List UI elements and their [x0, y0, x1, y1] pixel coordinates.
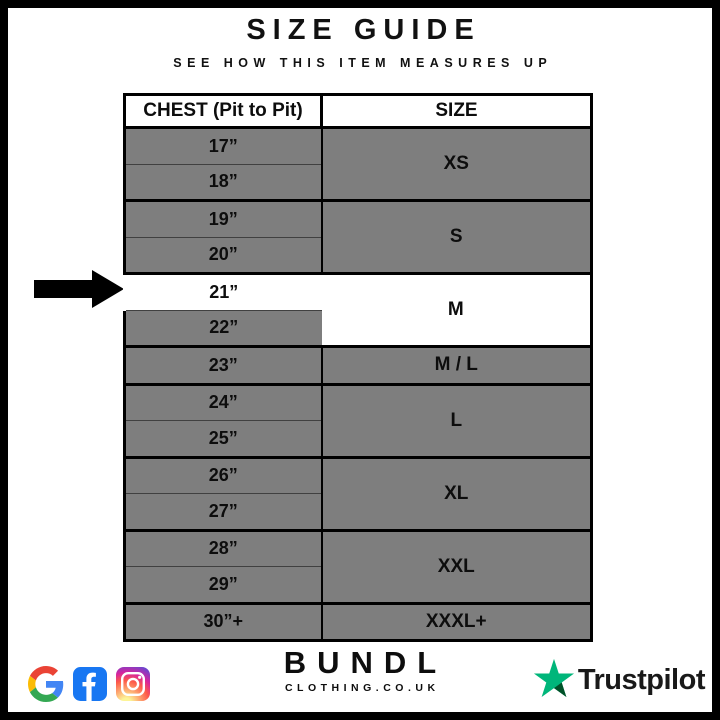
table-row: [125, 457, 592, 494]
column-header-chest: CHEST (Pit to Pit): [125, 95, 322, 128]
size-cell: XXXL+: [322, 603, 592, 641]
table-row: [125, 384, 592, 421]
table-row: [125, 603, 592, 641]
size-cell: XXL: [322, 530, 592, 603]
table-row-highlighted: [125, 274, 592, 311]
size-cell: L: [322, 384, 592, 457]
brand-subtitle: CLOTHING.CO.UK: [284, 682, 440, 694]
size-cell-highlighted: M: [322, 274, 592, 347]
chest-cell: 28”: [125, 530, 322, 567]
chest-cell: 22”: [125, 310, 322, 347]
trustpilot-label: Trustpilot: [577, 663, 705, 696]
pointer-arrow-icon: [33, 269, 125, 309]
size-cell: XL: [322, 457, 592, 530]
chest-cell: 20”: [125, 237, 322, 274]
trustpilot-star-icon: [532, 658, 576, 702]
chest-cell: 19”: [125, 201, 322, 238]
chest-cell: 18”: [125, 164, 322, 201]
size-guide-table: [123, 93, 593, 642]
table-row: [125, 530, 592, 567]
size-cell: M / L: [322, 347, 592, 385]
brand-name: BUNDL: [283, 645, 448, 680]
table-row: [125, 128, 592, 165]
size-cell: S: [322, 201, 592, 274]
page-subtitle: SEE HOW THIS ITEM MEASURES UP: [173, 56, 553, 70]
column-header-size: SIZE: [322, 95, 592, 128]
chest-cell: 24”: [125, 384, 322, 421]
table-row: [125, 201, 592, 238]
size-cell: XS: [322, 128, 592, 201]
chest-cell: 27”: [125, 494, 322, 531]
chest-cell: 30”+: [125, 603, 322, 641]
trustpilot-logo: [532, 658, 705, 702]
chest-cell: 17”: [125, 128, 322, 165]
table-row: [125, 347, 592, 385]
chest-cell: 23”: [125, 347, 322, 385]
page-title: SIZE GUIDE: [246, 14, 481, 46]
chest-cell-highlighted: 21”: [125, 274, 322, 311]
chest-cell: 29”: [125, 567, 322, 604]
chest-cell: 25”: [125, 421, 322, 458]
chest-cell: 26”: [125, 457, 322, 494]
table-header-row: [125, 95, 592, 128]
